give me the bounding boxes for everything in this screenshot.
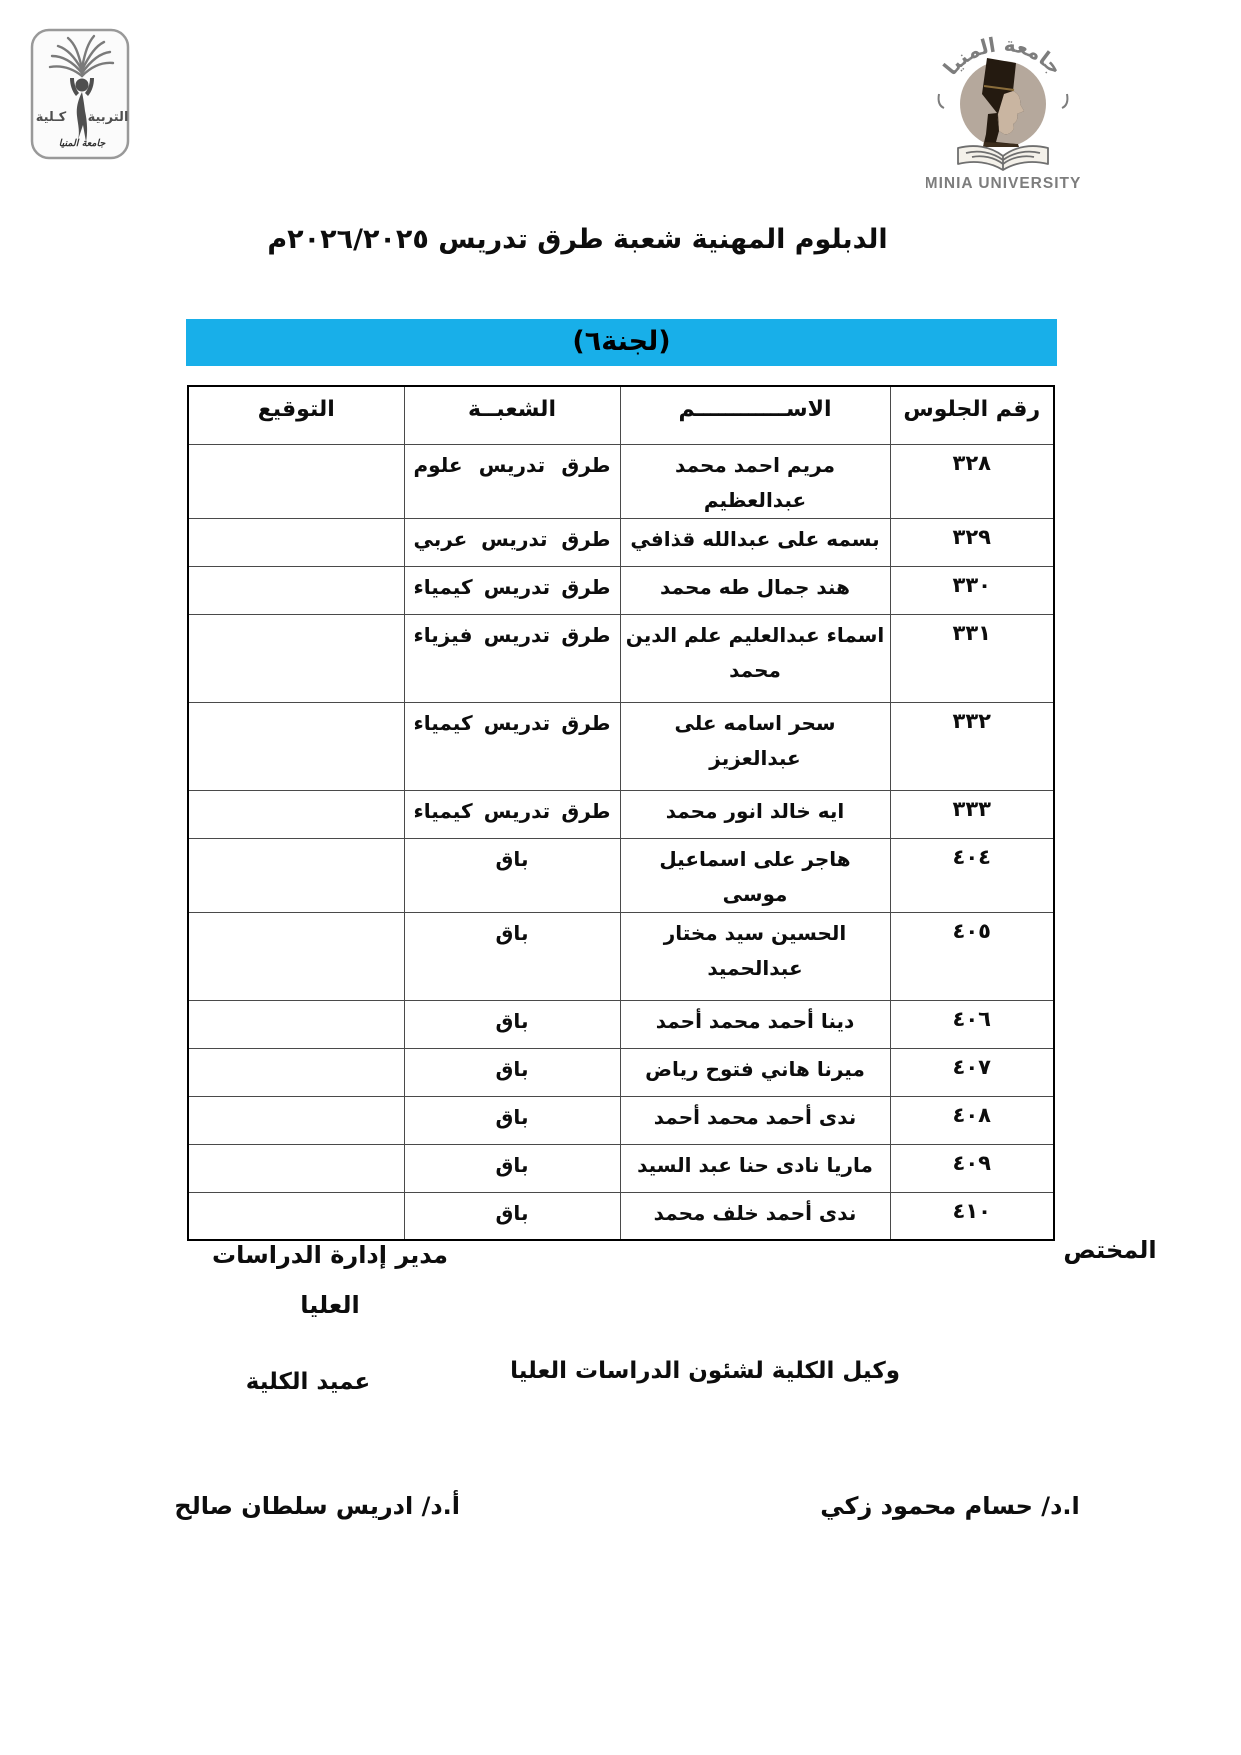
student-name-cell: بسمه على عبدالله قذافي: [620, 518, 890, 566]
seat-number-cell: ٣٣٣: [890, 790, 1054, 838]
signature-cell: [188, 790, 404, 838]
section-cell: باق: [404, 912, 620, 1000]
university-arc-text: جامعة المنيا: [938, 31, 1068, 80]
postgrad-director-label: مدير إدارة الدراسات العليا: [211, 1241, 448, 1319]
table-row: [188, 838, 1054, 912]
dean-title-label: عميد الكلية: [245, 1369, 371, 1395]
open-book-icon: [958, 146, 1048, 170]
seat-number-cell: ٤٠٥: [890, 912, 1054, 1000]
student-name-cell: هاجر على اسماعيل موسى: [620, 838, 890, 912]
seat-number-cell: ٤٠٧: [890, 1048, 1054, 1096]
table-row: [188, 1000, 1054, 1048]
student-name-cell: هند جمال طه محمد: [620, 566, 890, 614]
signature-cell: [188, 702, 404, 790]
page-title: الدبلوم المهنية شعبة طرق تدريس ٢٠٢٦/٢٠٢٥م: [267, 224, 888, 255]
section-cell: باق: [404, 1144, 620, 1192]
seat-number-cell: ٤١٠: [890, 1192, 1054, 1240]
faculty-word-right: التربية: [87, 110, 129, 125]
column-header-section: الشعبــة: [404, 386, 620, 444]
faculty-logo-graphic: [30, 28, 130, 160]
table-row: [188, 702, 1054, 790]
student-name-cell: ايه خالد انور محمد: [620, 790, 890, 838]
signature-cell: [188, 444, 404, 518]
column-header-name: الاســــــــــــم: [620, 386, 890, 444]
student-name-cell: ماريا نادى حنا عبد السيد: [620, 1144, 890, 1192]
section-cell: طرق تدريس فيزياء: [404, 614, 620, 702]
seat-number-cell: ٣٣٢: [890, 702, 1054, 790]
seat-number-cell: ٤٠٩: [890, 1144, 1054, 1192]
student-name-cell: مريم احمد محمد عبدالعظيم: [620, 444, 890, 518]
nefertiti-icon: [960, 58, 1046, 147]
student-name-cell: ندى أحمد محمد أحمد: [620, 1096, 890, 1144]
university-english-name: MINIA UNIVERSITY: [926, 175, 1080, 192]
table-row: [188, 566, 1054, 614]
signature-cell: [188, 1048, 404, 1096]
section-cell: طرق تدريس كيمياء: [404, 566, 620, 614]
vice-dean-title-label: وكيل الكلية لشئون الدراسات العليا: [510, 1358, 900, 1384]
seat-number-cell: ٣٣٠: [890, 566, 1054, 614]
section-cell: باق: [404, 838, 620, 912]
faculty-word-left: كـلية: [35, 110, 67, 125]
section-cell: طرق تدريس كيمياء: [404, 790, 620, 838]
table-row: [188, 1096, 1054, 1144]
section-cell: باق: [404, 1048, 620, 1096]
signature-cell: [188, 1144, 404, 1192]
seat-number-cell: ٣٢٩: [890, 518, 1054, 566]
seat-number-cell: ٤٠٤: [890, 838, 1054, 912]
vice-dean-name: ا.د/ حسام محمود زكي: [820, 1492, 1080, 1520]
table-row: [188, 790, 1054, 838]
signature-cell: [188, 518, 404, 566]
signature-cell: [188, 1000, 404, 1048]
university-logo-graphic: [926, 14, 1080, 192]
student-name-cell: اسماء عبدالعليم علم الدين محمد: [620, 614, 890, 702]
university-logo: [926, 14, 1080, 192]
specialist-label: المختص: [1063, 1236, 1157, 1264]
seat-number-cell: ٣٢٨: [890, 444, 1054, 518]
section-cell: طرق تدريس علوم: [404, 444, 620, 518]
column-header-seat-number: رقم الجلوس: [890, 386, 1054, 444]
committee-banner: (لجنة٦): [186, 319, 1057, 366]
section-cell: طرق تدريس كيمياء: [404, 702, 620, 790]
table-row: [188, 614, 1054, 702]
section-cell: باق: [404, 1000, 620, 1048]
seat-number-cell: ٤٠٨: [890, 1096, 1054, 1144]
section-cell: باق: [404, 1192, 620, 1240]
students-table: [187, 385, 1055, 1241]
signature-cell: [188, 566, 404, 614]
table-row: [188, 518, 1054, 566]
seat-number-cell: ٤٠٦: [890, 1000, 1054, 1048]
table-row: [188, 912, 1054, 1000]
table-header-row: [188, 386, 1054, 444]
seat-number-cell: ٣٣١: [890, 614, 1054, 702]
section-cell: طرق تدريس عربي: [404, 518, 620, 566]
table-row: [188, 444, 1054, 518]
table-row: [188, 1144, 1054, 1192]
dean-name: أ.د/ ادريس سلطان صالح: [174, 1492, 460, 1520]
signature-cell: [188, 912, 404, 1000]
table-row: [188, 1048, 1054, 1096]
student-name-cell: ميرنا هاني فتوح رياض: [620, 1048, 890, 1096]
signature-cell: [188, 838, 404, 912]
column-header-signature: التوقيع: [188, 386, 404, 444]
section-cell: باق: [404, 1096, 620, 1144]
faculty-university-script: جامعة المنيا: [58, 138, 106, 149]
signature-cell: [188, 614, 404, 702]
faculty-logo: [30, 28, 130, 160]
student-name-cell: دينا أحمد محمد أحمد: [620, 1000, 890, 1048]
signature-cell: [188, 1096, 404, 1144]
student-name-cell: ندى أحمد خلف محمد: [620, 1192, 890, 1240]
student-name-cell: الحسين سيد مختار عبدالحميد: [620, 912, 890, 1000]
student-name-cell: سحر اسامه على عبدالعزيز: [620, 702, 890, 790]
